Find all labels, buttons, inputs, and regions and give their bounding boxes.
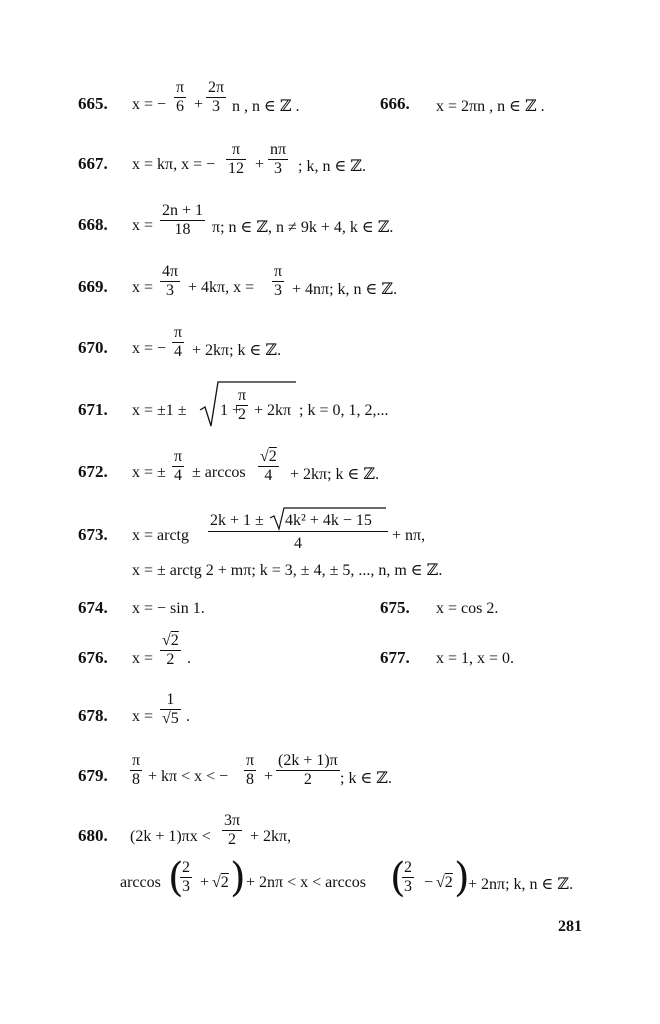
answer-678-period: .: [186, 708, 190, 725]
answer-665-tail: n , n ∈ ℤ .: [232, 98, 300, 115]
answer-669-middle: + 4kπ, x =: [188, 279, 255, 296]
answer-680-line2-tail: + 2nπ; k, n ∈ ℤ.: [468, 876, 574, 893]
answer-667-fraction-1: $\frac{\pi}{12}$: [228, 141, 244, 177]
answer-669-fraction-1: $\frac{4\pi}{3}$: [162, 263, 179, 299]
answer-680-fraction: $\frac{3\pi}{2}$: [224, 812, 241, 848]
answer-671-radicand-end: + 2kπ: [254, 402, 292, 419]
answer-680-line2-sqrt-2: √2: [436, 874, 453, 891]
answer-670-text: x = −: [132, 340, 167, 357]
problem-number-665: 665.: [78, 94, 108, 113]
answer-672-arccos: ± arccos: [192, 464, 246, 481]
answer-680-line2-plus: +: [200, 874, 210, 891]
answer-680-line2-minus: −: [424, 874, 434, 891]
right-paren-icon: ): [454, 855, 470, 901]
answer-676-fraction: $\frac{√2}{2}$: [162, 632, 179, 668]
sqrt-sign-icon: √: [436, 874, 445, 891]
answer-673-text: x = arctg: [132, 527, 189, 544]
problem-number-677: 677.: [380, 648, 410, 667]
answer-679-fraction-2: $\frac{\pi}{8}$: [246, 752, 255, 788]
answer-667-text: x = kπ, x = −: [132, 156, 216, 173]
answer-671-fraction: $\frac{\pi}{2}$: [238, 387, 247, 423]
problem-number-680: 680.: [78, 826, 108, 845]
answer-680-line2-fraction-2: $\frac{2}{3}$: [404, 859, 412, 895]
answer-667-plus: +: [255, 156, 265, 173]
answer-673-denominator: 4: [294, 535, 302, 552]
answer-672-text: x = ±: [132, 464, 166, 481]
answer-680-tail: + 2kπ,: [250, 828, 292, 845]
problem-number-674: 674.: [78, 598, 108, 617]
answer-672-fraction-1: $\frac{\pi}{4}$: [174, 448, 183, 484]
answer-673-tail: + nπ,: [392, 527, 426, 544]
sqrt-sign-icon: √: [162, 710, 171, 727]
answer-678-text: x =: [132, 708, 154, 725]
answer-672-tail: + 2kπ; k ∈ ℤ.: [290, 466, 380, 483]
problem-number-676: 676.: [78, 648, 108, 667]
answer-676-text: x =: [132, 650, 154, 667]
left-paren-icon: (: [168, 855, 184, 901]
answer-679-fraction-3: $\frac{(2k + 1)\pi}{2}$: [278, 752, 338, 788]
problem-number-675: 675.: [380, 598, 410, 617]
answer-680-text: (2k + 1)πx <: [130, 828, 211, 845]
right-paren-icon: ): [230, 855, 246, 901]
problem-number-669: 669.: [78, 277, 108, 296]
answer-679-fraction-1: $\frac{\pi}{8}$: [132, 752, 141, 788]
answer-665-plus: +: [194, 96, 204, 113]
answer-676-period: .: [187, 650, 191, 667]
sqrt-sign-icon: √: [212, 874, 221, 891]
answer-677-text: x = 1, x = 0.: [436, 650, 515, 667]
answer-670-tail: + 2kπ; k ∈ ℤ.: [192, 342, 282, 359]
answer-673-fraction-bar: [208, 531, 388, 532]
sqrt-sign-icon: √: [162, 632, 171, 649]
left-paren-icon: (: [390, 855, 406, 901]
problem-number-671: 671.: [78, 400, 108, 419]
answer-665-text: x = −: [132, 96, 167, 113]
answer-672-fraction-2: $\frac{√2}{4}$: [260, 448, 277, 484]
answer-678-fraction: $\frac{1}{√5}$: [162, 691, 179, 727]
problem-number-670: 670.: [78, 338, 108, 357]
answer-667-fraction-2: $\frac{n\pi}{3}$: [270, 141, 287, 177]
answer-680-line2-sqrt-1: √2: [212, 874, 229, 891]
answer-669-text: x =: [132, 279, 154, 296]
answer-680-line2-arccos-1: arccos: [120, 874, 161, 891]
problem-number-667: 667.: [78, 154, 108, 173]
answer-673-line-2: x = ± arctg 2 + mπ; k = 3, ± 4, ± 5, ..., n, m ∈ ℤ.: [132, 562, 443, 579]
answer-674-text: x = − sin 1.: [132, 600, 205, 617]
answer-668-tail: π; n ∈ ℤ, n ≠ 9k + 4, k ∈ ℤ.: [212, 219, 394, 236]
answer-669-fraction-2: $\frac{\pi}{3}$: [274, 263, 283, 299]
answer-671-radicand-start: 1 +: [220, 402, 242, 419]
answer-669-tail: + 4nπ; k, n ∈ ℤ.: [292, 281, 398, 298]
page-number: 281: [558, 918, 582, 935]
answer-671-text: x = ±1 ±: [132, 402, 187, 419]
answer-675-text: x = cos 2.: [436, 600, 499, 617]
answer-679-inequality: + kπ < x < −: [148, 768, 229, 785]
answer-666-text: x = 2πn , n ∈ ℤ .: [436, 98, 545, 115]
answer-670-fraction: $\frac{\pi}{4}$: [174, 324, 183, 360]
answer-668-fraction: $\frac{2n + 1}{18}$: [162, 202, 204, 238]
answer-673-numerator-start: 2k + 1 ±: [210, 512, 264, 529]
problem-number-678: 678.: [78, 706, 108, 725]
answer-667-tail: ; k, n ∈ ℤ.: [298, 158, 366, 175]
answer-668-text: x =: [132, 217, 154, 234]
problem-number-672: 672.: [78, 462, 108, 481]
problem-number-668: 668.: [78, 215, 108, 234]
answer-673-radicand: 4k² + 4k − 15: [285, 512, 372, 529]
answer-680-line2-fraction-1: $\frac{2}{3}$: [182, 859, 190, 895]
answer-680-line2-middle: + 2nπ < x < arccos: [246, 874, 367, 891]
answer-679-tail: ; k ∈ ℤ.: [340, 770, 392, 787]
answer-665-fraction-1: $\frac{\pi}{6}$: [176, 79, 185, 115]
answer-679-plus: +: [264, 768, 274, 785]
problem-number-673: 673.: [78, 525, 108, 544]
problem-number-666: 666.: [380, 94, 410, 113]
problem-number-679: 679.: [78, 766, 108, 785]
answer-665-fraction-2: $\frac{2\pi}{3}$: [208, 79, 225, 115]
answer-671-tail: ; k = 0, 1, 2,...: [299, 402, 389, 419]
sqrt-sign-icon: √: [260, 448, 269, 465]
